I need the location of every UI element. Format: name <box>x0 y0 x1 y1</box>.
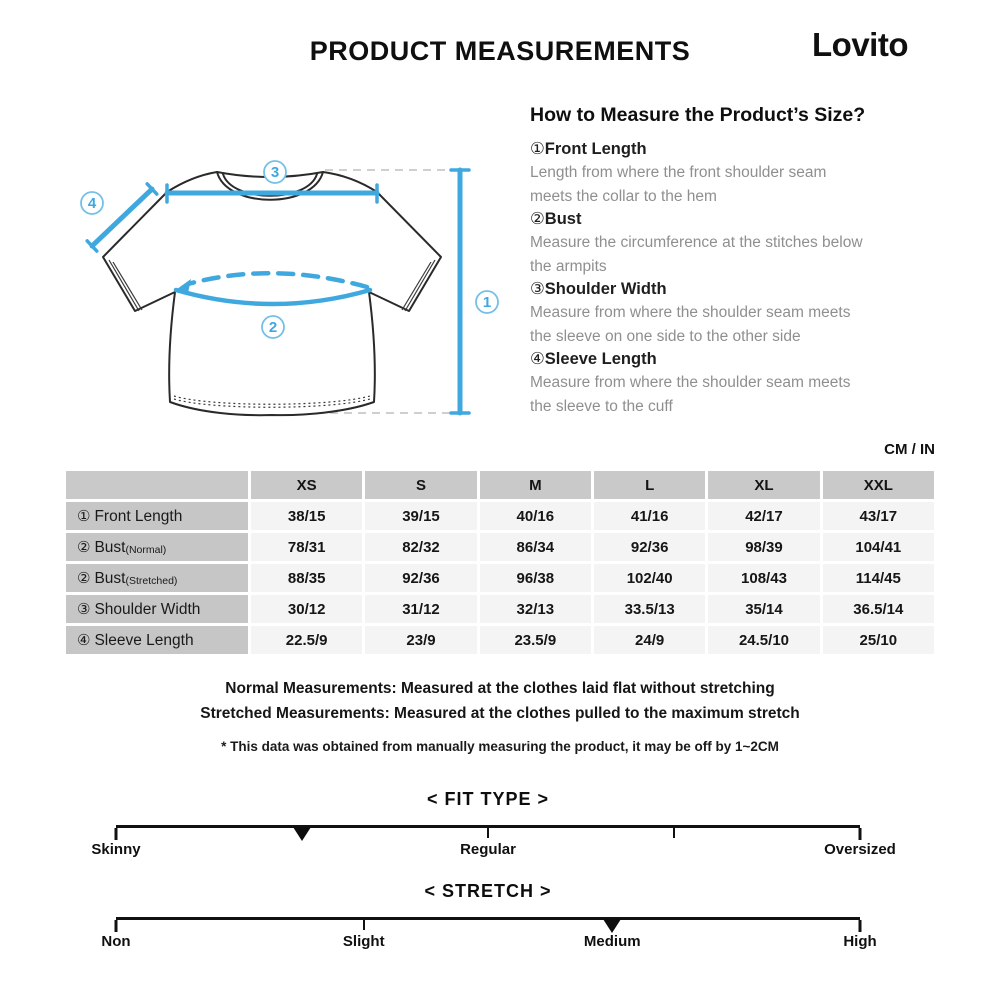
marker-number-3: 3 <box>270 164 280 181</box>
measurement-cell: 82/32 <box>365 533 476 561</box>
row-label: ④ Sleeve Length <box>66 626 248 654</box>
table-header-row <box>66 471 934 499</box>
marker-number-2: 2 <box>268 319 278 336</box>
scale-label-medium: Medium <box>583 933 641 950</box>
circled-number: ② <box>530 210 545 228</box>
tshirt-measurement-diagram <box>50 130 520 440</box>
measurement-cell: 43/17 <box>823 502 934 530</box>
measurement-cell: 114/45 <box>823 564 934 592</box>
row-label: ② Bust(Normal) <box>66 533 248 561</box>
measurement-cell: 42/17 <box>708 502 819 530</box>
howto-item-title: ③Shoulder Width <box>530 280 667 298</box>
measurement-cell: 32/13 <box>480 595 591 623</box>
measurement-cell: 98/39 <box>708 533 819 561</box>
measurement-cell: 78/31 <box>251 533 362 561</box>
measurement-cell: 31/12 <box>365 595 476 623</box>
scale-tick <box>115 828 118 840</box>
measurement-cell: 96/38 <box>480 564 591 592</box>
fit-type-title: < FIT TYPE > <box>426 789 550 809</box>
size-column-header: S <box>365 471 476 499</box>
marker-number-4: 4 <box>87 195 97 212</box>
howto-item-front-length <box>530 138 940 208</box>
stretch-scale-line <box>116 917 860 920</box>
size-table <box>63 468 937 657</box>
measurement-cell: 23/9 <box>365 626 476 654</box>
scale-tick <box>487 828 489 838</box>
measurement-cell: 25/10 <box>823 626 934 654</box>
units-label: CM / IN <box>884 441 935 458</box>
table-row-bust-normal <box>66 533 934 561</box>
scale-label-non: Non <box>101 933 131 950</box>
measurement-cell: 22.5/9 <box>251 626 362 654</box>
scale-tick <box>859 828 862 840</box>
scale-tick <box>859 920 862 932</box>
row-label: ② Bust(Stretched) <box>66 564 248 592</box>
howto-item-desc: the sleeve on one side to the other side <box>530 327 801 345</box>
measurement-cell: 36.5/14 <box>823 595 934 623</box>
howto-item-sleeve-length <box>530 348 940 418</box>
stretch-scale-labels <box>101 933 877 955</box>
measurement-cell: 92/36 <box>365 564 476 592</box>
measurement-cell: 104/41 <box>823 533 934 561</box>
fit-type-scale-line <box>116 825 860 828</box>
howto-item-desc: meets the collar to the hem <box>530 187 717 205</box>
tshirt-outline <box>103 172 441 415</box>
measurement-cell: 38/15 <box>251 502 362 530</box>
brand-logo: Lovito <box>812 26 908 63</box>
row-label: ① Front Length <box>66 502 248 530</box>
measurement-cell: 88/35 <box>251 564 362 592</box>
table-corner-cell <box>66 471 248 499</box>
howto-item-title: ①Front Length <box>530 140 647 158</box>
marker-number-1: 1 <box>482 294 492 311</box>
howto-item-desc: Measure from where the shoulder seam meets <box>530 374 851 391</box>
circled-number: ④ <box>530 350 545 368</box>
howto-item-desc: Length from where the front shoulder seam <box>530 164 827 181</box>
measurement-cell: 102/40 <box>594 564 705 592</box>
table-row-sleeve-length <box>66 626 934 654</box>
page-title: PRODUCT MEASUREMENTS <box>309 36 691 66</box>
howto-item-desc: the sleeve to the cuff <box>530 397 673 415</box>
circled-number: ③ <box>530 280 545 298</box>
table-row-shoulder-width <box>66 595 934 623</box>
stretch-scale <box>101 881 877 955</box>
note-normal: Normal Measurements: Measured at the clothes laid flat without stretching <box>225 680 775 697</box>
measurement-cell: 35/14 <box>708 595 819 623</box>
howto-item-title: ②Bust <box>530 210 582 228</box>
scale-label-skinny: Skinny <box>91 841 141 858</box>
circled-number: ③ <box>77 600 91 618</box>
measurement-cell: 23.5/9 <box>480 626 591 654</box>
circled-number: ② <box>77 569 91 587</box>
stretch-title: < STRETCH > <box>424 881 552 901</box>
scale-label-high: High <box>843 933 877 950</box>
circled-number: ① <box>77 507 91 525</box>
disclaimer-note: * This data was obtained from manually measuring the product, it may be off by 1~2CM <box>221 739 779 754</box>
scale-label-oversized: Oversized <box>824 841 896 858</box>
measurement-cell: 92/36 <box>594 533 705 561</box>
scale-label-slight: Slight <box>342 933 385 950</box>
measurement-cell: 24.5/10 <box>708 626 819 654</box>
size-column-header: M <box>480 471 591 499</box>
note-stretched: Stretched Measurements: Measured at the clothes pulled to the maximum stretch <box>200 705 800 722</box>
fit-type-scale-labels <box>91 841 896 863</box>
size-column-header: XS <box>251 471 362 499</box>
scale-label-regular: Regular <box>460 841 516 858</box>
scale-tick <box>363 920 365 930</box>
howto-item-desc: Measure the circumference at the stitches below <box>530 234 863 251</box>
measurement-cell: 39/15 <box>365 502 476 530</box>
table-row-front-length <box>66 502 934 530</box>
scale-tick <box>115 920 118 932</box>
size-column-header: L <box>594 471 705 499</box>
front-length-measure-line <box>451 170 469 413</box>
measurement-notes <box>0 676 1000 726</box>
measurement-cell: 108/43 <box>708 564 819 592</box>
measurement-cell: 41/16 <box>594 502 705 530</box>
measurement-cell: 86/34 <box>480 533 591 561</box>
measurement-cell: 24/9 <box>594 626 705 654</box>
row-label: ③ Shoulder Width <box>66 595 248 623</box>
measurement-cell: 40/16 <box>480 502 591 530</box>
howto-item-bust <box>530 208 940 278</box>
circled-number: ① <box>530 140 545 158</box>
howto-item-title: ④Sleeve Length <box>530 350 657 368</box>
scale-marker-triangle-icon <box>603 919 621 933</box>
scale-marker-triangle-icon <box>293 827 311 841</box>
howto-item-shoulder-width <box>530 278 940 348</box>
howto-item-desc: Measure from where the shoulder seam meets <box>530 304 851 321</box>
how-to-heading: How to Measure the Product’s Size? <box>530 104 866 126</box>
circled-number: ④ <box>77 631 91 649</box>
circled-number: ② <box>77 538 91 556</box>
size-column-header: XXL <box>823 471 934 499</box>
table-row-bust-stretched <box>66 564 934 592</box>
howto-item-desc: the armpits <box>530 257 607 275</box>
how-to-measure-section <box>530 104 940 418</box>
size-column-header: XL <box>708 471 819 499</box>
fit-type-scale <box>91 789 896 863</box>
measurement-cell: 30/12 <box>251 595 362 623</box>
scale-tick <box>673 828 675 838</box>
measurement-cell: 33.5/13 <box>594 595 705 623</box>
